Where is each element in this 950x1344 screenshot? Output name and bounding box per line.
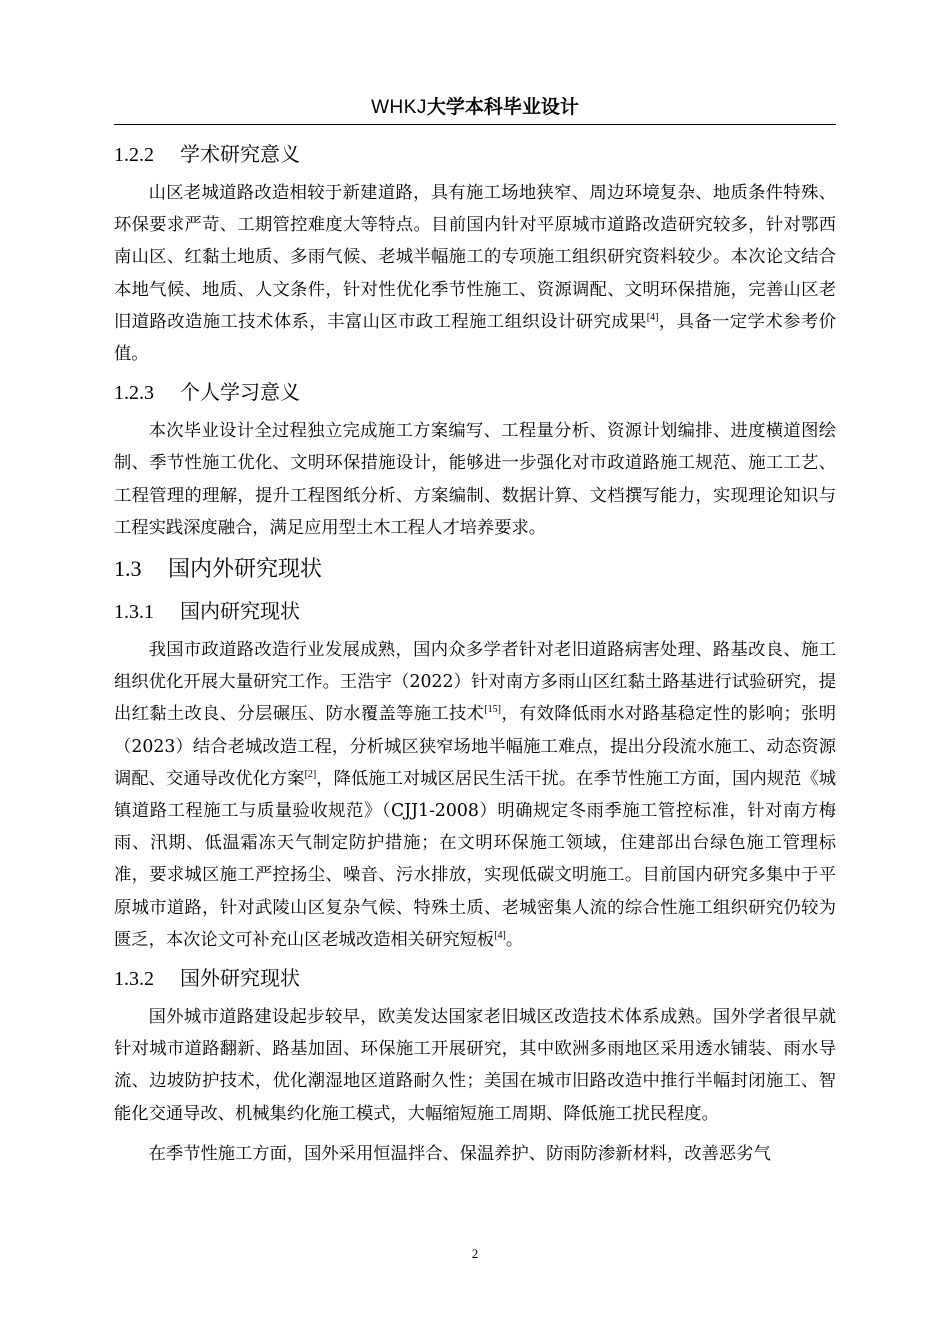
paragraph-seasonal-construction: 在季节性施工方面，国外采用恒温拌合、保温养护、防雨防渗新材料，改善恶劣气 <box>148 1143 771 1164</box>
section-title: 国外研究现状 <box>180 966 300 991</box>
heading-1-3-1 <box>114 597 836 626</box>
citation[interactable]: [2] <box>304 769 317 781</box>
section-title: 国内外研究现状 <box>168 557 323 583</box>
heading-1-3 <box>114 554 836 585</box>
section-title: 学术研究意义 <box>180 142 300 166</box>
citation[interactable]: [15] <box>484 704 501 716</box>
section-number: 1.2.2 <box>114 144 154 166</box>
header-school-code: WHKJ <box>371 97 427 118</box>
section-title: 个人学习意义 <box>180 380 300 405</box>
citation[interactable]: [4] <box>646 312 659 324</box>
section-title: 国内研究现状 <box>180 599 300 624</box>
section-number: 1.3 <box>114 556 142 582</box>
paragraph-text: 我国市政道路改造行业发展成熟，国内众多学者针对老旧道路病害处理、路基改良、施工组织优化开展大量研究工作。王浩宇（2022）针对南方多雨山区红黏土路基进行试验研究，提出红黏土改良、分层碾压、防水覆盖等施工技术 <box>114 640 836 725</box>
citation[interactable]: [4] <box>494 930 506 942</box>
document-body <box>114 140 836 1178</box>
paragraph-domestic-research <box>114 634 836 956</box>
section-number: 1.3.1 <box>114 601 154 624</box>
paragraph-text: ，降低施工对城区居民生活干扰。在季节性施工方面，国内规范《城镇道路工程施工与质量验收规范》（CJJ1-2008）明确规定冬雨季施工管控标准，针对南方梅雨、汛期、低温霜冻天气制定防护措施；在文明环保施工领域，住建部出台绿色施工管理标准，要求城区施工严控扬尘、噪音、污水排放，实现低碳文明施工。目前国内研究多集中于平原城市道路，针对武陵山区复杂气候、特殊土质、老城密集人流的综合性施工组织研究仍较为匮乏，本次论文可补充山区老城改造相关研究短板 <box>114 768 836 950</box>
paragraph-text: ，具备一定学术参考价值。 <box>114 311 836 365</box>
paragraph-personal-significance: 本次毕业设计全过程独立完成施工方案编写、工程量分析、资源计划编排、进度横道图绘制、季节性施工优化、文明环保措施设计，能够进一步强化对市政道路施工规范、施工工艺、工程管理的理解，提升工程图纸分析、方案编制、数据计算、文档撰写能力，实现理论知识与工程实践深度融合，满足应用型土木工程人才培养要求。 <box>114 421 836 538</box>
header-title: 大学本科毕业设计 <box>426 96 579 118</box>
header-divider <box>114 124 836 125</box>
page-header <box>0 95 950 120</box>
paragraph-text: 。 <box>505 929 524 950</box>
paragraph-text: 山区老城道路改造相较于新建道路，具有施工场地狭窄、周边环境复杂、地质条件特殊、环保要求严苛、工期管控难度大等特点。目前国内针对平原城市道路改造研究较多，针对鄂西南山区、红黏土地质、多雨气候、老城半幅施工的专项施工组织研究资料较少。本次论文结合本地气候、地质、人文条件，针对性优化季节性施工、资源调配、文明环保措施，完善山区老旧道路改造施工技术体系，丰富山区市政工程施工组织设计研究成果 <box>114 183 836 332</box>
heading-1-2-3 <box>114 378 836 407</box>
section-number: 1.2.3 <box>114 382 154 405</box>
heading-1-3-2 <box>114 964 836 993</box>
paragraph-academic-significance <box>114 177 836 370</box>
paragraph-text: ，有效降低雨水对路基稳定性的影响；张明（2023）结合老城改造工程，分析城区狭窄场地半幅施工难点，提出分段流水施工、动态资源调配、交通导改优化方案 <box>114 704 836 789</box>
section-number: 1.3.2 <box>114 968 154 991</box>
page-number: 2 <box>471 1246 479 1261</box>
paragraph-foreign-research: 国外城市道路建设起步较早，欧美发达国家老旧城区改造技术体系成熟。国外学者很早就针对城市道路翻新、路基加固、环保施工开展研究，其中欧洲多雨地区采用透水铺装、雨水导流、边坡防护技术，优化潮湿地区道路耐久性；美国在城市旧路改造中推行半幅封闭施工、智能化交通导改、机械集约化施工模式，大幅缩短施工周期、降低施工扰民程度。 <box>114 1007 836 1124</box>
heading-1-2-2 <box>114 140 836 169</box>
